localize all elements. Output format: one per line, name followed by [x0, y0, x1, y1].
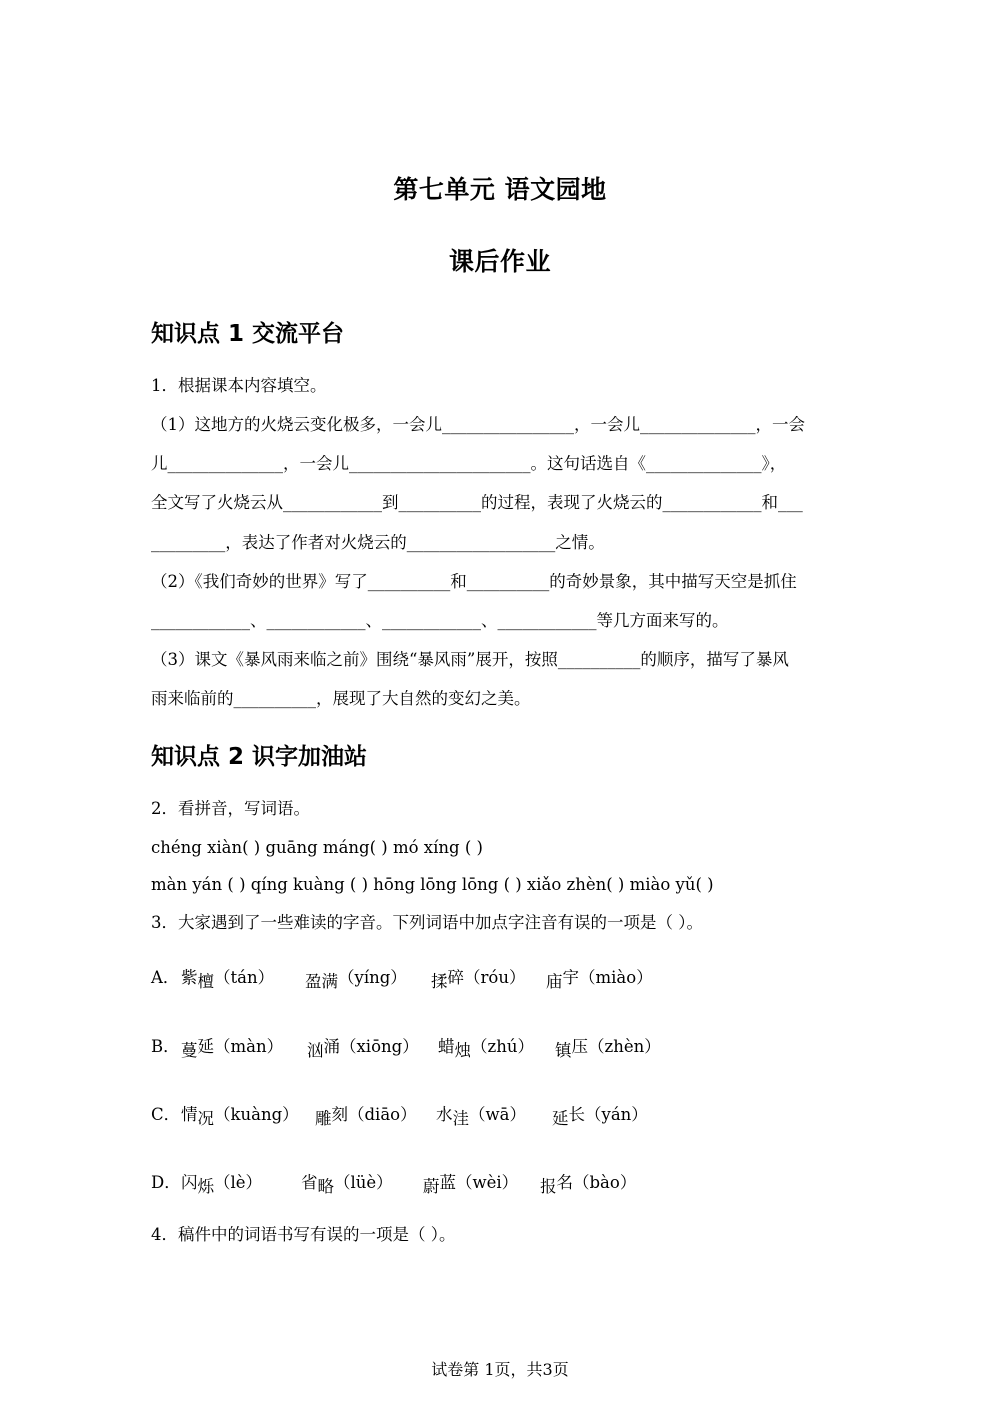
question-4-stem: 4．稿件中的词语书写有误的一项是（ ）。	[151, 1225, 456, 1244]
option-pinyin: （zhèn）	[588, 1037, 661, 1056]
option-pinyin: （yíng）	[338, 968, 407, 987]
option-c-item	[436, 1101, 526, 1128]
pinyin-row-2: màn yán ( ) qíng kuàng ( ) hōng lōng lōng ( ) xiǎo zhèn( ) miào yǔ( )	[151, 875, 714, 894]
question-1-line: 全文写了火烧云从____________到__________的过程，表现了火烧云的____________和___	[151, 493, 803, 512]
question-2-stem: 2．看拼音，写词语。	[151, 799, 310, 818]
dotted-char: 报	[540, 1177, 557, 1196]
option-pinyin: （lè）	[214, 1173, 263, 1192]
dotted-char: 烛	[454, 1041, 471, 1060]
option-a-item	[181, 964, 275, 991]
question-1-line: 儿______________，一会儿______________________。这句话选自《______________》，	[151, 454, 787, 473]
option-char: 紫	[181, 968, 198, 987]
option-char: 长	[568, 1105, 585, 1124]
option-pinyin: （wā）	[469, 1105, 526, 1124]
pinyin-row-1: chéng xiàn( ) guāng máng( ) mó xíng ( )	[151, 838, 483, 857]
option-char: 闪	[181, 1173, 198, 1192]
question-1-line: （3）课文《暴风雨来临之前》围绕“暴风雨”展开，按照__________的顺序，描写了暴风	[151, 650, 789, 669]
question-3-stem: 3．大家遇到了一些难读的字音。下列词语中加点字注音有误的一项是（ ）。	[151, 913, 703, 932]
option-c-item	[315, 1101, 417, 1128]
dotted-char: 盈	[305, 972, 322, 991]
option-pinyin: （wèi）	[456, 1173, 519, 1192]
question-1-line: （2）《我们奇妙的世界》写了__________和__________的奇妙景象，其中描写天空是抓住	[151, 572, 797, 591]
dotted-char: 洼	[452, 1109, 469, 1128]
option-pinyin: （màn）	[214, 1037, 284, 1056]
dotted-char: 延	[552, 1109, 569, 1128]
option-d-item	[301, 1169, 393, 1196]
option-pinyin: （lüè）	[334, 1173, 393, 1192]
option-char: 涌	[323, 1037, 340, 1056]
question-1-line: 雨来临前的__________，展现了大自然的变幻之美。	[151, 689, 531, 708]
option-b-item	[307, 1033, 419, 1060]
option-char: 名	[556, 1173, 573, 1192]
question-1-line: （1）这地方的火烧云变化极多，一会儿________________，一会儿______________，一会	[151, 415, 805, 434]
section-heading-2: 知识点 2 识字加油站	[151, 744, 368, 770]
option-char: 省	[301, 1173, 318, 1192]
option-c-item	[181, 1101, 299, 1128]
option-a-item	[431, 964, 526, 991]
option-pinyin: （kuàng）	[214, 1105, 299, 1124]
option-char: 满	[321, 972, 338, 991]
option-d-label: D．	[151, 1173, 181, 1192]
option-b-item	[181, 1033, 284, 1060]
option-char: 碎	[447, 968, 464, 987]
option-pinyin: （miào）	[579, 968, 653, 987]
option-char: 压	[571, 1037, 588, 1056]
dotted-char: 蔓	[181, 1041, 198, 1060]
option-a-item	[305, 964, 407, 991]
option-pinyin: （diāo）	[348, 1105, 417, 1124]
dotted-char: 汹	[307, 1041, 324, 1060]
option-char: 水	[436, 1105, 453, 1124]
dotted-char: 揉	[431, 972, 448, 991]
dotted-char: 略	[317, 1177, 334, 1196]
page-footer: 试卷第 1页，共3页	[431, 1360, 569, 1379]
question-1-line: _________，表达了作者对火烧云的__________________之情。	[151, 533, 605, 552]
option-pinyin: （bào）	[573, 1173, 637, 1192]
option-char: 蜡	[438, 1037, 455, 1056]
option-d-item	[181, 1169, 263, 1196]
option-pinyin: （yán）	[585, 1105, 648, 1124]
option-pinyin: （xiōng）	[340, 1037, 419, 1056]
option-pinyin: （róu）	[464, 968, 526, 987]
dotted-char: 烁	[197, 1177, 214, 1196]
option-pinyin: （tán）	[214, 968, 275, 987]
dotted-char: 雕	[315, 1109, 332, 1128]
option-d-item	[423, 1169, 519, 1196]
dotted-char: 檀	[197, 972, 214, 991]
option-b-label: B．	[151, 1037, 180, 1056]
option-char: 蓝	[439, 1173, 456, 1192]
option-b-item	[555, 1033, 661, 1060]
dotted-char: 况	[197, 1109, 214, 1128]
option-char: 情	[181, 1105, 198, 1124]
question-1-line: ____________、____________、____________、____________等几方面来写的。	[151, 611, 729, 630]
dotted-char: 蔚	[423, 1177, 440, 1196]
section-heading-1: 知识点 1 交流平台	[151, 321, 345, 347]
page-title: 第七单元 语文园地	[393, 175, 607, 204]
option-char: 刻	[331, 1105, 348, 1124]
dotted-char: 庙	[546, 972, 563, 991]
option-a-label: A．	[151, 968, 180, 987]
dotted-char: 镇	[555, 1041, 572, 1060]
page-subtitle: 课后作业	[448, 247, 551, 276]
option-char: 延	[197, 1037, 214, 1056]
option-b-item	[438, 1033, 534, 1060]
question-1-stem: 1．根据课本内容填空。	[151, 376, 327, 395]
option-c-label: C．	[151, 1105, 181, 1124]
option-a-item	[546, 964, 653, 991]
option-pinyin: （zhú）	[471, 1037, 534, 1056]
option-d-item	[540, 1169, 637, 1196]
option-c-item	[552, 1101, 648, 1128]
option-char: 宇	[562, 968, 579, 987]
